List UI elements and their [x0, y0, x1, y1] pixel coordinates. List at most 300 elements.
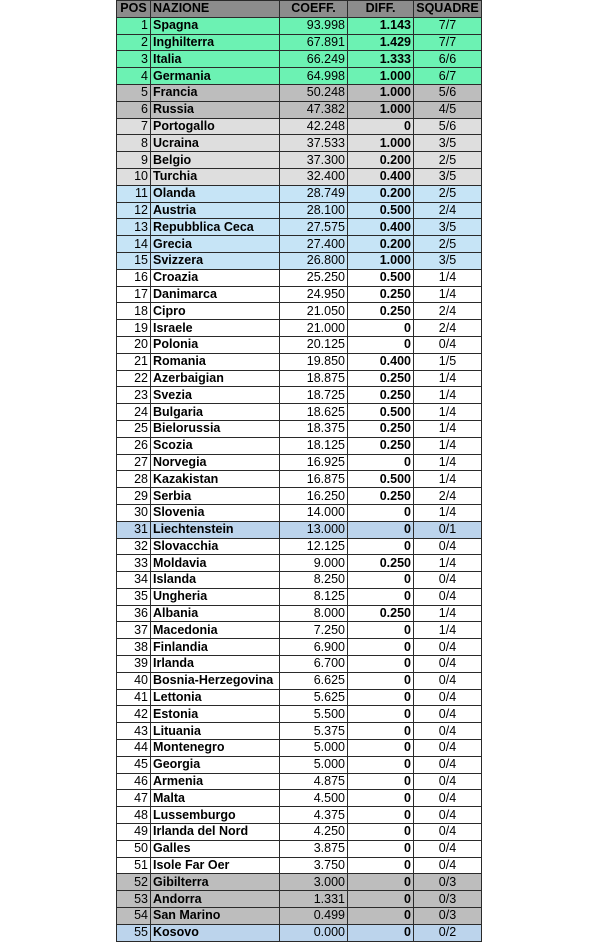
cell-pos: 48 — [117, 807, 151, 824]
cell-pos: 35 — [117, 588, 151, 605]
cell-coeff: 66.249 — [280, 51, 348, 68]
cell-diff: 1.000 — [348, 68, 414, 85]
table-row — [117, 555, 482, 572]
cell-diff: 1.429 — [348, 34, 414, 51]
table-row — [117, 101, 482, 118]
cell-coeff: 4.500 — [280, 790, 348, 807]
cell-coeff: 19.850 — [280, 353, 348, 370]
table-row — [117, 488, 482, 505]
cell-diff: 0 — [348, 807, 414, 824]
table-row — [117, 320, 482, 337]
cell-nazione: Slovenia — [151, 504, 280, 521]
cell-nazione: Irlanda del Nord — [151, 824, 280, 841]
cell-pos: 17 — [117, 286, 151, 303]
header-squadre: SQUADRE — [414, 1, 482, 18]
cell-squadre: 1/4 — [414, 269, 482, 286]
cell-squadre: 0/3 — [414, 908, 482, 925]
header-row — [117, 1, 482, 18]
cell-squadre: 2/4 — [414, 320, 482, 337]
cell-diff: 1.333 — [348, 51, 414, 68]
cell-diff: 0 — [348, 639, 414, 656]
table-row — [117, 538, 482, 555]
cell-diff: 0 — [348, 790, 414, 807]
table-row — [117, 185, 482, 202]
cell-pos: 39 — [117, 656, 151, 673]
table-row — [117, 807, 482, 824]
cell-coeff: 24.950 — [280, 286, 348, 303]
cell-nazione: Polonia — [151, 336, 280, 353]
cell-pos: 12 — [117, 202, 151, 219]
cell-squadre: 0/4 — [414, 790, 482, 807]
cell-nazione: Russia — [151, 101, 280, 118]
cell-diff: 1.000 — [348, 84, 414, 101]
cell-pos: 34 — [117, 572, 151, 589]
cell-nazione: Bulgaria — [151, 404, 280, 421]
cell-coeff: 25.250 — [280, 269, 348, 286]
cell-pos: 50 — [117, 840, 151, 857]
cell-pos: 41 — [117, 689, 151, 706]
cell-nazione: Islanda — [151, 572, 280, 589]
cell-diff: 0 — [348, 572, 414, 589]
table-row — [117, 454, 482, 471]
cell-nazione: Kazakistan — [151, 471, 280, 488]
cell-squadre: 1/4 — [414, 454, 482, 471]
cell-diff: 0 — [348, 622, 414, 639]
cell-nazione: Scozia — [151, 437, 280, 454]
cell-diff: 0 — [348, 924, 414, 941]
header-pos: POS — [117, 1, 151, 18]
cell-diff: 0 — [348, 857, 414, 874]
cell-diff: 0 — [348, 454, 414, 471]
cell-diff: 0.250 — [348, 420, 414, 437]
table-row — [117, 353, 482, 370]
cell-nazione: Ungheria — [151, 588, 280, 605]
cell-coeff: 13.000 — [280, 521, 348, 538]
table-row — [117, 17, 482, 34]
cell-pos: 22 — [117, 370, 151, 387]
cell-pos: 4 — [117, 68, 151, 85]
table-row — [117, 756, 482, 773]
cell-coeff: 47.382 — [280, 101, 348, 118]
cell-squadre: 0/1 — [414, 521, 482, 538]
cell-squadre: 0/4 — [414, 639, 482, 656]
cell-diff: 0 — [348, 891, 414, 908]
cell-squadre: 0/4 — [414, 689, 482, 706]
cell-coeff: 5.000 — [280, 740, 348, 757]
cell-nazione: Moldavia — [151, 555, 280, 572]
cell-squadre: 0/4 — [414, 672, 482, 689]
table-row — [117, 891, 482, 908]
cell-squadre: 0/4 — [414, 807, 482, 824]
cell-diff: 0 — [348, 740, 414, 757]
cell-nazione: Cipro — [151, 303, 280, 320]
cell-squadre: 1/4 — [414, 420, 482, 437]
cell-squadre: 0/2 — [414, 924, 482, 941]
cell-squadre: 7/7 — [414, 34, 482, 51]
cell-diff: 1.143 — [348, 17, 414, 34]
cell-nazione: Grecia — [151, 236, 280, 253]
cell-coeff: 0.499 — [280, 908, 348, 925]
cell-pos: 26 — [117, 437, 151, 454]
cell-pos: 25 — [117, 420, 151, 437]
cell-diff: 0 — [348, 874, 414, 891]
cell-squadre: 0/3 — [414, 891, 482, 908]
cell-coeff: 7.250 — [280, 622, 348, 639]
cell-diff: 1.000 — [348, 101, 414, 118]
cell-nazione: Armenia — [151, 773, 280, 790]
cell-squadre: 3/5 — [414, 135, 482, 152]
cell-squadre: 3/5 — [414, 219, 482, 236]
table-row — [117, 202, 482, 219]
table-row — [117, 370, 482, 387]
table-row — [117, 471, 482, 488]
table-row — [117, 51, 482, 68]
cell-coeff: 8.125 — [280, 588, 348, 605]
cell-nazione: Repubblica Ceca — [151, 219, 280, 236]
cell-squadre: 4/5 — [414, 101, 482, 118]
cell-diff: 0 — [348, 521, 414, 538]
header-diff: DIFF. — [348, 1, 414, 18]
cell-nazione: Estonia — [151, 706, 280, 723]
cell-pos: 36 — [117, 605, 151, 622]
cell-nazione: Albania — [151, 605, 280, 622]
cell-squadre: 1/4 — [414, 471, 482, 488]
cell-nazione: Danimarca — [151, 286, 280, 303]
cell-coeff: 18.125 — [280, 437, 348, 454]
cell-pos: 20 — [117, 336, 151, 353]
table-row — [117, 236, 482, 253]
cell-diff: 0 — [348, 723, 414, 740]
cell-coeff: 14.000 — [280, 504, 348, 521]
cell-nazione: Inghilterra — [151, 34, 280, 51]
cell-pos: 37 — [117, 622, 151, 639]
cell-squadre: 1/4 — [414, 286, 482, 303]
cell-squadre: 1/4 — [414, 605, 482, 622]
table-row — [117, 269, 482, 286]
cell-nazione: Macedonia — [151, 622, 280, 639]
cell-coeff: 12.125 — [280, 538, 348, 555]
cell-coeff: 93.998 — [280, 17, 348, 34]
cell-coeff: 21.000 — [280, 320, 348, 337]
cell-nazione: Turchia — [151, 168, 280, 185]
cell-pos: 33 — [117, 555, 151, 572]
cell-squadre: 0/4 — [414, 756, 482, 773]
cell-coeff: 21.050 — [280, 303, 348, 320]
cell-squadre: 2/5 — [414, 185, 482, 202]
table-row — [117, 118, 482, 135]
cell-pos: 19 — [117, 320, 151, 337]
cell-diff: 0 — [348, 824, 414, 841]
cell-squadre: 6/6 — [414, 51, 482, 68]
cell-squadre: 1/4 — [414, 555, 482, 572]
cell-coeff: 8.250 — [280, 572, 348, 589]
cell-nazione: Olanda — [151, 185, 280, 202]
cell-pos: 32 — [117, 538, 151, 555]
table-row — [117, 773, 482, 790]
cell-pos: 1 — [117, 17, 151, 34]
cell-coeff: 27.400 — [280, 236, 348, 253]
cell-pos: 55 — [117, 924, 151, 941]
cell-coeff: 28.100 — [280, 202, 348, 219]
cell-pos: 47 — [117, 790, 151, 807]
cell-coeff: 6.625 — [280, 672, 348, 689]
cell-nazione: Slovacchia — [151, 538, 280, 555]
cell-pos: 15 — [117, 252, 151, 269]
cell-pos: 49 — [117, 824, 151, 841]
table-row — [117, 857, 482, 874]
cell-squadre: 1/4 — [414, 387, 482, 404]
table-row — [117, 135, 482, 152]
cell-pos: 38 — [117, 639, 151, 656]
cell-nazione: Francia — [151, 84, 280, 101]
cell-coeff: 8.000 — [280, 605, 348, 622]
cell-diff: 0.250 — [348, 488, 414, 505]
cell-coeff: 18.375 — [280, 420, 348, 437]
cell-pos: 21 — [117, 353, 151, 370]
cell-coeff: 50.248 — [280, 84, 348, 101]
table-row — [117, 219, 482, 236]
cell-pos: 10 — [117, 168, 151, 185]
cell-nazione: Serbia — [151, 488, 280, 505]
cell-squadre: 6/7 — [414, 68, 482, 85]
cell-squadre: 1/4 — [414, 370, 482, 387]
cell-coeff: 3.750 — [280, 857, 348, 874]
table-row — [117, 874, 482, 891]
cell-coeff: 67.891 — [280, 34, 348, 51]
cell-nazione: Belgio — [151, 152, 280, 169]
cell-coeff: 27.575 — [280, 219, 348, 236]
cell-nazione: Bosnia-Herzegovina — [151, 672, 280, 689]
cell-coeff: 9.000 — [280, 555, 348, 572]
cell-pos: 29 — [117, 488, 151, 505]
table-row — [117, 706, 482, 723]
cell-coeff: 5.000 — [280, 756, 348, 773]
cell-diff: 0 — [348, 672, 414, 689]
cell-squadre: 0/4 — [414, 723, 482, 740]
cell-coeff: 4.375 — [280, 807, 348, 824]
cell-squadre: 0/4 — [414, 824, 482, 841]
cell-nazione: Bielorussia — [151, 420, 280, 437]
cell-nazione: Georgia — [151, 756, 280, 773]
cell-pos: 30 — [117, 504, 151, 521]
cell-diff: 0 — [348, 840, 414, 857]
cell-diff: 0 — [348, 773, 414, 790]
cell-coeff: 6.900 — [280, 639, 348, 656]
cell-diff: 0.250 — [348, 370, 414, 387]
cell-coeff: 3.000 — [280, 874, 348, 891]
cell-squadre: 0/4 — [414, 773, 482, 790]
table-row — [117, 824, 482, 841]
cell-pos: 31 — [117, 521, 151, 538]
table-row — [117, 521, 482, 538]
cell-nazione: Isole Far Oer — [151, 857, 280, 874]
cell-pos: 7 — [117, 118, 151, 135]
cell-nazione: Gibilterra — [151, 874, 280, 891]
cell-coeff: 42.248 — [280, 118, 348, 135]
table-row — [117, 740, 482, 757]
table-row — [117, 84, 482, 101]
cell-coeff: 32.400 — [280, 168, 348, 185]
table-row — [117, 656, 482, 673]
cell-squadre: 0/4 — [414, 336, 482, 353]
cell-coeff: 5.500 — [280, 706, 348, 723]
cell-coeff: 37.533 — [280, 135, 348, 152]
cell-pos: 23 — [117, 387, 151, 404]
cell-nazione: Lettonia — [151, 689, 280, 706]
cell-nazione: Germania — [151, 68, 280, 85]
cell-nazione: Svizzera — [151, 252, 280, 269]
cell-squadre: 2/5 — [414, 152, 482, 169]
cell-nazione: Ucraina — [151, 135, 280, 152]
cell-nazione: Montenegro — [151, 740, 280, 757]
cell-squadre: 5/6 — [414, 118, 482, 135]
table-row — [117, 404, 482, 421]
cell-nazione: Italia — [151, 51, 280, 68]
cell-coeff: 3.875 — [280, 840, 348, 857]
table-row — [117, 152, 482, 169]
cell-pos: 27 — [117, 454, 151, 471]
cell-pos: 8 — [117, 135, 151, 152]
cell-squadre: 2/4 — [414, 303, 482, 320]
cell-diff: 0.500 — [348, 202, 414, 219]
cell-diff: 0.500 — [348, 269, 414, 286]
cell-coeff: 5.375 — [280, 723, 348, 740]
cell-diff: 0.400 — [348, 353, 414, 370]
cell-squadre: 7/7 — [414, 17, 482, 34]
cell-squadre: 2/4 — [414, 202, 482, 219]
cell-pos: 53 — [117, 891, 151, 908]
cell-diff: 0 — [348, 756, 414, 773]
cell-nazione: Spagna — [151, 17, 280, 34]
cell-squadre: 0/4 — [414, 840, 482, 857]
cell-pos: 42 — [117, 706, 151, 723]
header-nazione: NAZIONE — [151, 1, 280, 18]
header-coeff: COEFF. — [280, 1, 348, 18]
cell-nazione: Galles — [151, 840, 280, 857]
cell-pos: 28 — [117, 471, 151, 488]
cell-squadre: 1/4 — [414, 404, 482, 421]
cell-diff: 0.250 — [348, 555, 414, 572]
cell-nazione: Portogallo — [151, 118, 280, 135]
cell-squadre: 0/4 — [414, 588, 482, 605]
cell-diff: 0.250 — [348, 286, 414, 303]
table-row — [117, 622, 482, 639]
table-row — [117, 303, 482, 320]
table-row — [117, 387, 482, 404]
cell-diff: 0 — [348, 538, 414, 555]
cell-pos: 54 — [117, 908, 151, 925]
cell-pos: 13 — [117, 219, 151, 236]
cell-pos: 14 — [117, 236, 151, 253]
table-row — [117, 286, 482, 303]
cell-nazione: Lussemburgo — [151, 807, 280, 824]
cell-coeff: 16.875 — [280, 471, 348, 488]
cell-squadre: 0/4 — [414, 572, 482, 589]
cell-squadre: 5/6 — [414, 84, 482, 101]
cell-nazione: Malta — [151, 790, 280, 807]
cell-diff: 0 — [348, 656, 414, 673]
cell-coeff: 18.625 — [280, 404, 348, 421]
table-row — [117, 168, 482, 185]
cell-diff: 0.500 — [348, 471, 414, 488]
cell-coeff: 26.800 — [280, 252, 348, 269]
cell-diff: 0 — [348, 908, 414, 925]
cell-diff: 0.250 — [348, 387, 414, 404]
table-row — [117, 639, 482, 656]
table-row — [117, 588, 482, 605]
cell-diff: 0.400 — [348, 219, 414, 236]
cell-squadre: 3/5 — [414, 168, 482, 185]
table-row — [117, 908, 482, 925]
table-row — [117, 336, 482, 353]
cell-pos: 5 — [117, 84, 151, 101]
cell-nazione: Andorra — [151, 891, 280, 908]
cell-pos: 2 — [117, 34, 151, 51]
cell-coeff: 18.725 — [280, 387, 348, 404]
cell-diff: 0 — [348, 320, 414, 337]
cell-squadre: 0/4 — [414, 706, 482, 723]
cell-squadre: 0/4 — [414, 740, 482, 757]
cell-diff: 0 — [348, 118, 414, 135]
cell-diff: 0.250 — [348, 605, 414, 622]
table-row — [117, 504, 482, 521]
table-row — [117, 840, 482, 857]
cell-nazione: Irlanda — [151, 656, 280, 673]
cell-coeff: 4.250 — [280, 824, 348, 841]
cell-squadre: 2/4 — [414, 488, 482, 505]
cell-diff: 0.500 — [348, 404, 414, 421]
cell-nazione: Romania — [151, 353, 280, 370]
table-row — [117, 723, 482, 740]
cell-coeff: 20.125 — [280, 336, 348, 353]
table-row — [117, 252, 482, 269]
cell-nazione: Israele — [151, 320, 280, 337]
table-row — [117, 605, 482, 622]
cell-pos: 24 — [117, 404, 151, 421]
table-row — [117, 689, 482, 706]
cell-diff: 0 — [348, 706, 414, 723]
cell-pos: 3 — [117, 51, 151, 68]
cell-nazione: Finlandia — [151, 639, 280, 656]
cell-diff: 0.200 — [348, 152, 414, 169]
cell-pos: 11 — [117, 185, 151, 202]
table-row — [117, 672, 482, 689]
cell-squadre: 0/3 — [414, 874, 482, 891]
cell-pos: 40 — [117, 672, 151, 689]
cell-pos: 45 — [117, 756, 151, 773]
cell-nazione: San Marino — [151, 908, 280, 925]
table-row — [117, 790, 482, 807]
cell-coeff: 16.250 — [280, 488, 348, 505]
cell-pos: 43 — [117, 723, 151, 740]
cell-pos: 18 — [117, 303, 151, 320]
cell-diff: 1.000 — [348, 252, 414, 269]
cell-coeff: 5.625 — [280, 689, 348, 706]
cell-diff: 0.200 — [348, 236, 414, 253]
cell-nazione: Norvegia — [151, 454, 280, 471]
cell-pos: 16 — [117, 269, 151, 286]
cell-diff: 0.250 — [348, 437, 414, 454]
cell-coeff: 64.998 — [280, 68, 348, 85]
cell-coeff: 37.300 — [280, 152, 348, 169]
table-row — [117, 34, 482, 51]
cell-coeff: 28.749 — [280, 185, 348, 202]
cell-diff: 0.200 — [348, 185, 414, 202]
cell-diff: 0 — [348, 504, 414, 521]
cell-pos: 52 — [117, 874, 151, 891]
cell-diff: 0 — [348, 689, 414, 706]
cell-nazione: Lituania — [151, 723, 280, 740]
